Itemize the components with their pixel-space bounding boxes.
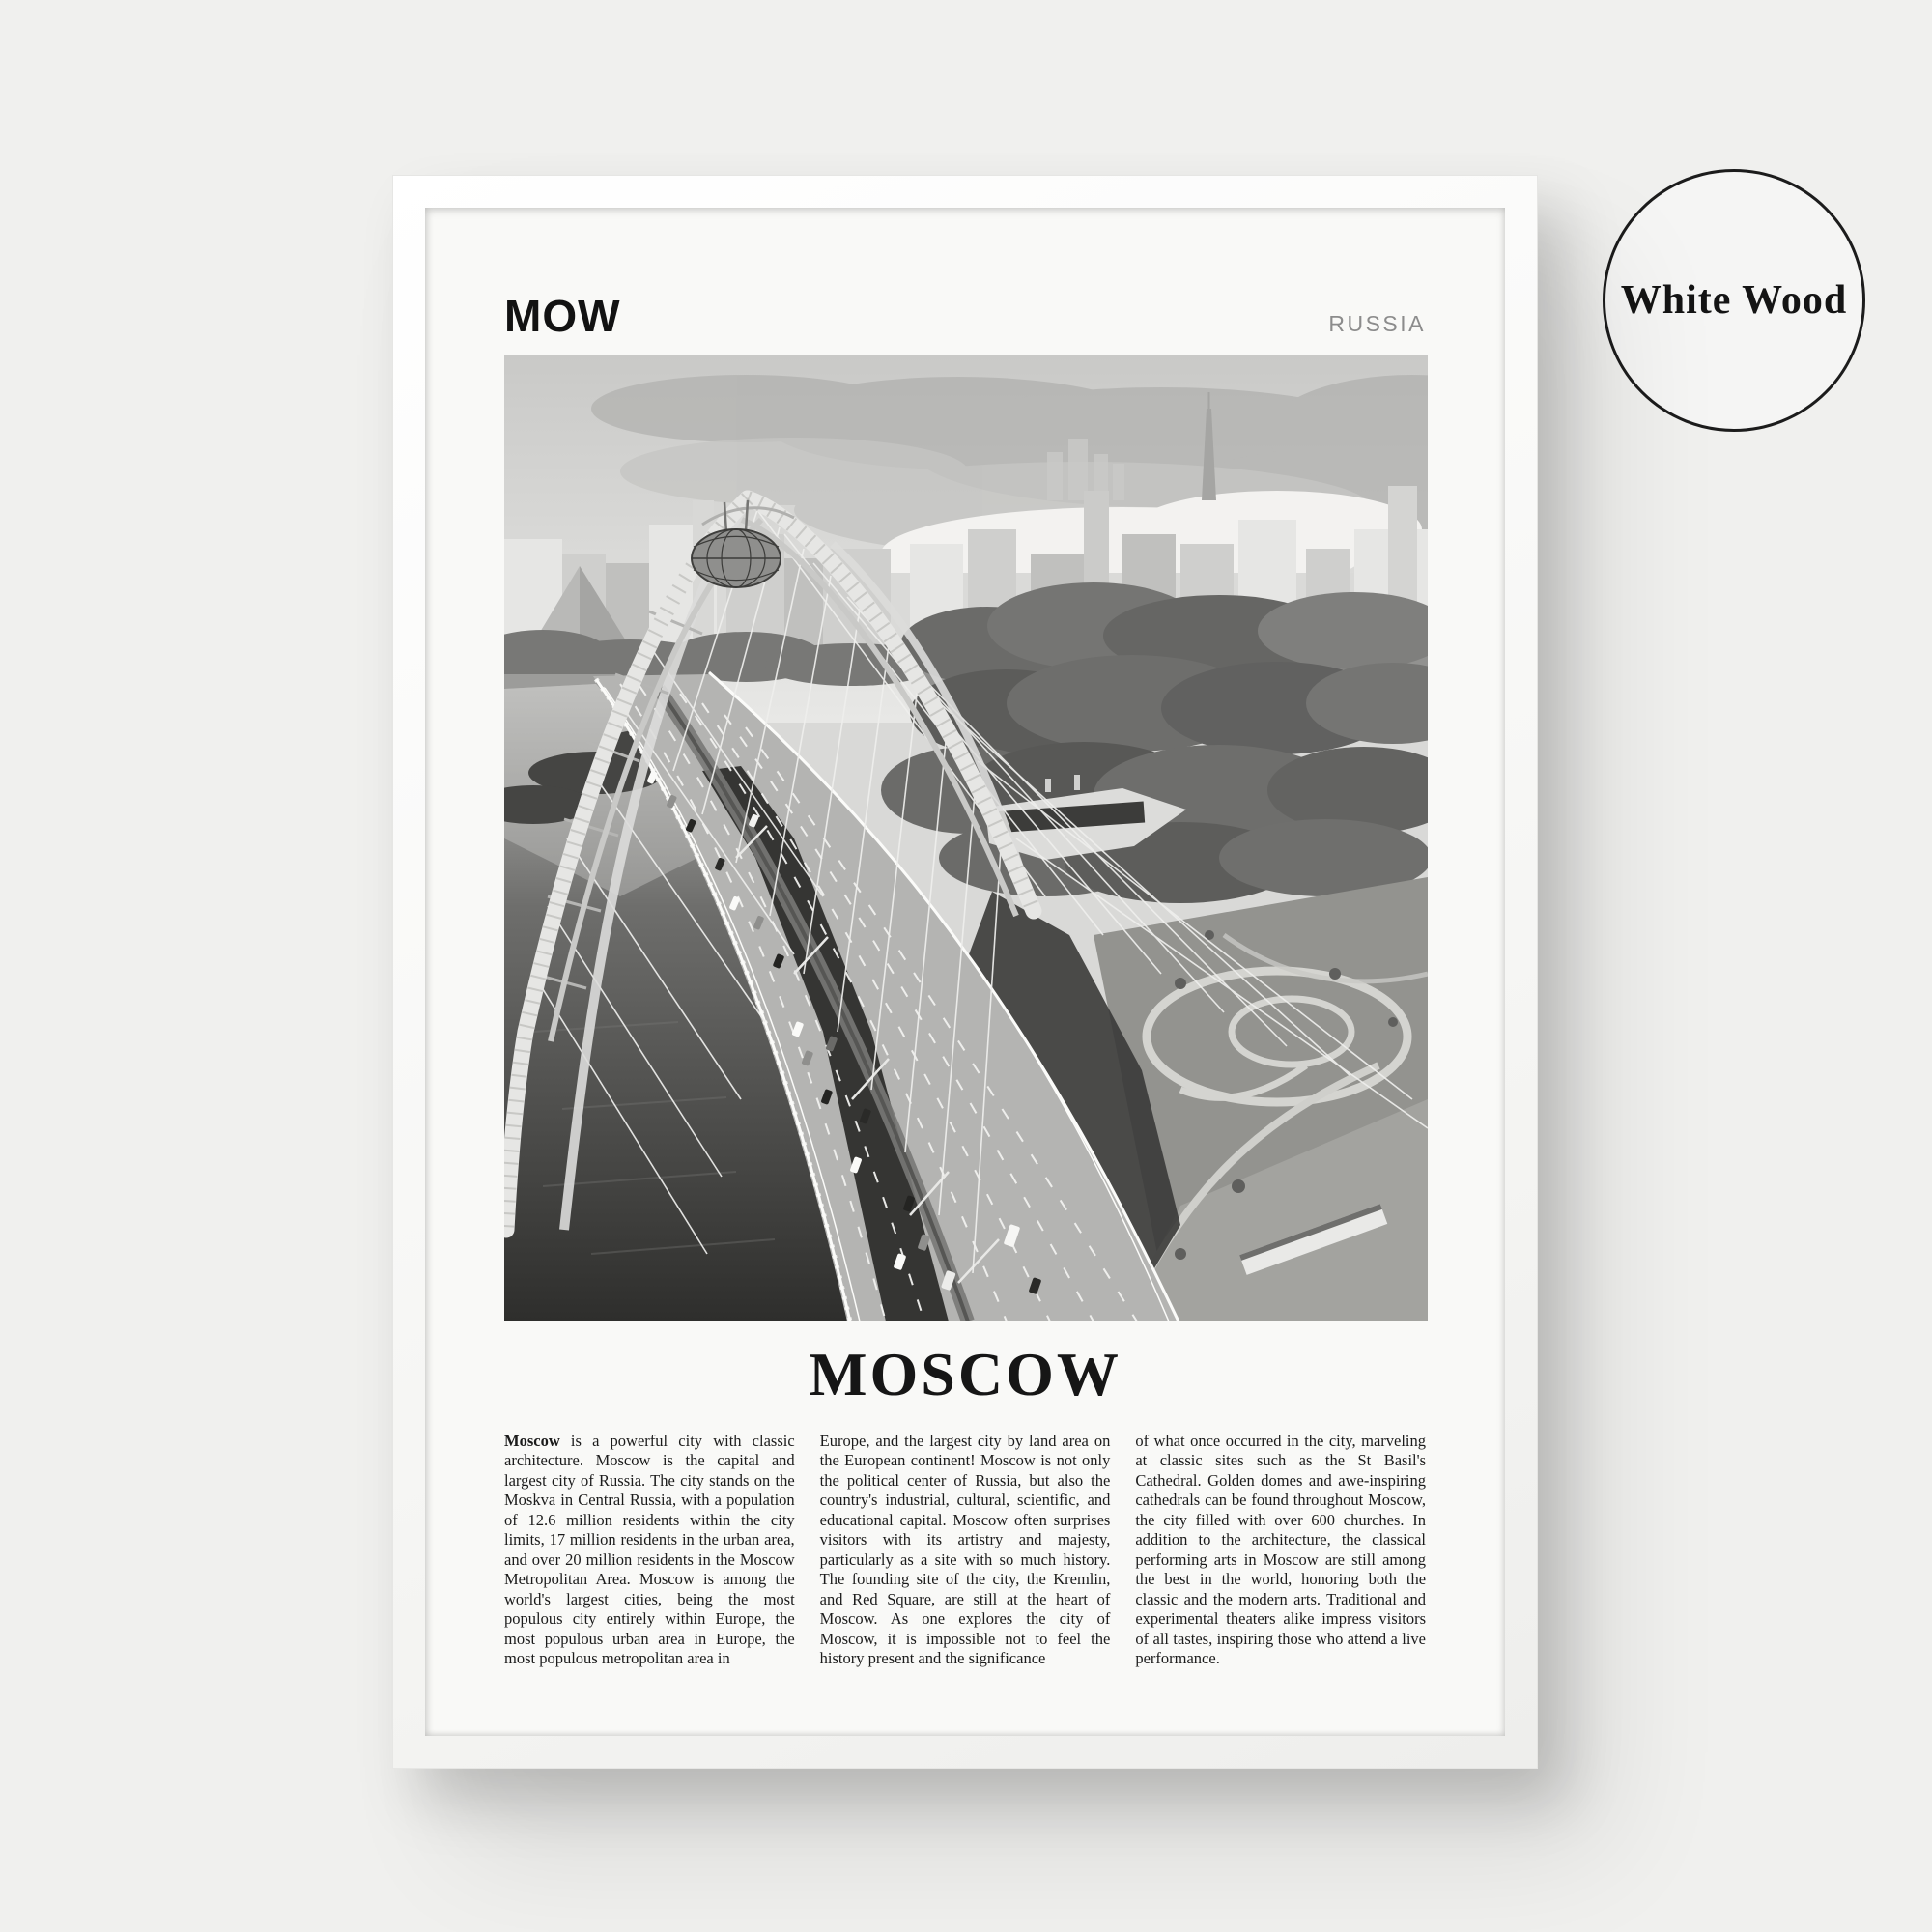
city-photo bbox=[504, 355, 1428, 1321]
body-column-2: Europe, and the largest city by land area on the European continent! Moscow is not only the political center of Russia, but also the country's industrial, cultural, scientific, and educational capital. Moscow often surprises visitors with its artistry and majesty, particularly as a site with so much history. The founding site of the city, the Kremlin, and Red Square, are still at the heart of Moscow. As one explores the city of Moscow, it is impossible not to feel the history present and the significance bbox=[819, 1432, 1111, 1667]
body-column-1-text: is a powerful city with classic architecture. Moscow is the capital and largest city of Russia. The city stands on the Moskva in Central Russia, with a population of 12.6 million residents within the city limits, 17 million residents in the urban area, and over 20 million residents in the Moscow Metropolitan Area. Moscow is among the world's largest cities, being the most populous city entirely within Europe, the most populous urban area in Europe, the most populous metropolitan area in bbox=[504, 1432, 795, 1667]
frame-style-badge bbox=[1603, 169, 1865, 432]
poster-body bbox=[504, 1432, 1426, 1668]
poster-title: MOSCOW bbox=[809, 1340, 1122, 1408]
lead-word: Moscow bbox=[504, 1432, 560, 1450]
poster-header bbox=[504, 290, 1426, 342]
badge-label: White Wood bbox=[1620, 278, 1848, 323]
poster bbox=[425, 208, 1505, 1736]
bridge-photo-illustration bbox=[504, 355, 1428, 1321]
body-column-3: of what once occurred in the city, marveling at classic sites such as the St Basil's Cathedral. Golden domes and awe-inspiring cathedrals can be found throughout Moscow, the city filled with over 600 churches. In addition to the architecture, the classical performing arts in Moscow are still among the best in the world, honoring both the classic and the modern arts. Traditional and experimental theaters alike impress visitors of all tastes, inspiring those who attend a live performance. bbox=[1135, 1432, 1427, 1667]
body-column-1 bbox=[504, 1432, 795, 1668]
airport-code: MOW bbox=[504, 291, 621, 341]
country-label: RUSSIA bbox=[1328, 311, 1426, 336]
poster-frame bbox=[392, 175, 1538, 1769]
